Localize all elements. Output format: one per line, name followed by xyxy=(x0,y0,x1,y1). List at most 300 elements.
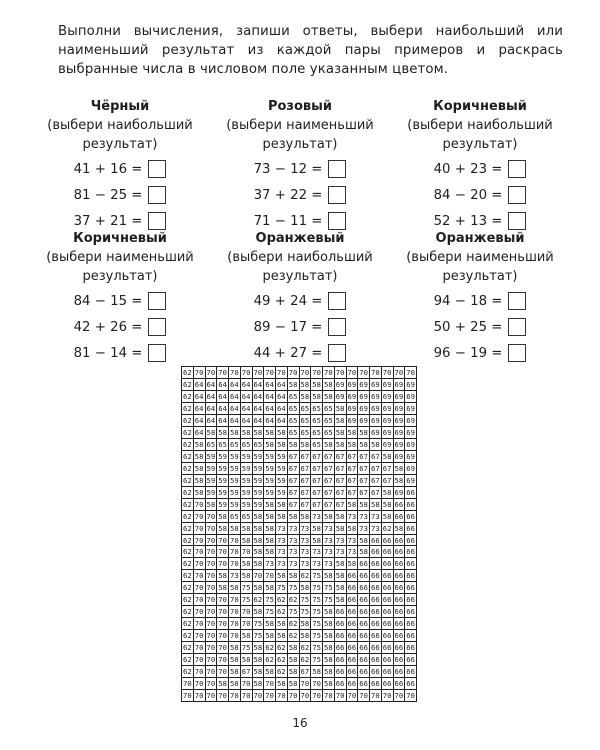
grid-cell[interactable]: 58 xyxy=(276,511,288,523)
grid-cell[interactable]: 66 xyxy=(405,546,417,558)
grid-cell[interactable]: 69 xyxy=(370,391,382,403)
grid-cell[interactable]: 58 xyxy=(347,427,359,439)
grid-cell[interactable]: 70 xyxy=(229,606,241,618)
grid-cell[interactable]: 58 xyxy=(300,618,312,630)
grid-cell[interactable]: 58 xyxy=(241,427,253,439)
grid-cell[interactable]: 58 xyxy=(300,379,312,391)
grid-cell[interactable]: 66 xyxy=(347,654,359,666)
grid-cell[interactable]: 64 xyxy=(241,391,253,403)
grid-cell[interactable]: 70 xyxy=(206,606,218,618)
grid-cell[interactable]: 69 xyxy=(335,379,347,391)
grid-cell[interactable]: 73 xyxy=(276,558,288,570)
grid-cell[interactable]: 70 xyxy=(288,367,300,379)
grid-cell[interactable]: 65 xyxy=(253,439,265,451)
grid-cell[interactable]: 64 xyxy=(253,415,265,427)
grid-cell[interactable]: 66 xyxy=(405,630,417,642)
grid-cell[interactable]: 58 xyxy=(323,678,335,690)
grid-cell[interactable]: 64 xyxy=(206,403,218,415)
grid-cell[interactable]: 70 xyxy=(206,618,218,630)
grid-cell[interactable]: 58 xyxy=(229,642,241,654)
grid-cell[interactable]: 70 xyxy=(206,535,218,547)
grid-cell[interactable]: 58 xyxy=(382,511,394,523)
grid-cell[interactable]: 70 xyxy=(206,594,218,606)
grid-cell[interactable]: 64 xyxy=(276,415,288,427)
grid-cell[interactable]: 66 xyxy=(405,487,417,499)
grid-cell[interactable]: 69 xyxy=(382,415,394,427)
grid-cell[interactable]: 66 xyxy=(382,570,394,582)
grid-cell[interactable]: 66 xyxy=(358,654,370,666)
grid-cell[interactable]: 58 xyxy=(323,666,335,678)
grid-cell[interactable]: 69 xyxy=(405,427,417,439)
grid-cell[interactable]: 58 xyxy=(241,558,253,570)
grid-cell[interactable]: 70 xyxy=(206,558,218,570)
grid-cell[interactable]: 66 xyxy=(335,618,347,630)
grid-cell[interactable]: 58 xyxy=(264,535,276,547)
grid-cell[interactable]: 66 xyxy=(394,666,406,678)
grid-cell[interactable]: 58 xyxy=(335,511,347,523)
grid-cell[interactable]: 66 xyxy=(370,535,382,547)
grid-cell[interactable]: 59 xyxy=(229,463,241,475)
grid-cell[interactable]: 70 xyxy=(405,367,417,379)
grid-cell[interactable]: 66 xyxy=(405,666,417,678)
grid-cell[interactable]: 58 xyxy=(229,678,241,690)
grid-cell[interactable]: 75 xyxy=(300,594,312,606)
grid-cell[interactable]: 70 xyxy=(358,690,370,702)
grid-cell[interactable]: 75 xyxy=(300,606,312,618)
grid-cell[interactable]: 58 xyxy=(311,379,323,391)
grid-cell[interactable]: 58 xyxy=(217,427,229,439)
grid-cell[interactable]: 58 xyxy=(264,546,276,558)
grid-cell[interactable]: 69 xyxy=(370,403,382,415)
grid-cell[interactable]: 62 xyxy=(182,475,194,487)
grid-cell[interactable]: 67 xyxy=(300,487,312,499)
grid-cell[interactable]: 69 xyxy=(382,427,394,439)
grid-cell[interactable]: 66 xyxy=(405,618,417,630)
grid-cell[interactable]: 65 xyxy=(300,427,312,439)
grid-cell[interactable]: 58 xyxy=(288,666,300,678)
answer-box[interactable] xyxy=(508,212,526,230)
grid-cell[interactable]: 66 xyxy=(358,666,370,678)
grid-cell[interactable]: 73 xyxy=(347,546,359,558)
grid-cell[interactable]: 70 xyxy=(206,630,218,642)
grid-cell[interactable]: 75 xyxy=(241,594,253,606)
grid-cell[interactable]: 70 xyxy=(206,523,218,535)
grid-cell[interactable]: 75 xyxy=(288,606,300,618)
grid-cell[interactable]: 62 xyxy=(382,523,394,535)
grid-cell[interactable]: 58 xyxy=(264,666,276,678)
grid-cell[interactable]: 70 xyxy=(370,367,382,379)
grid-cell[interactable]: 70 xyxy=(217,367,229,379)
grid-cell[interactable]: 70 xyxy=(253,690,265,702)
grid-cell[interactable]: 69 xyxy=(358,415,370,427)
grid-cell[interactable]: 58 xyxy=(217,523,229,535)
grid-cell[interactable]: 58 xyxy=(335,594,347,606)
grid-cell[interactable]: 67 xyxy=(335,463,347,475)
grid-cell[interactable]: 70 xyxy=(194,630,206,642)
grid-cell[interactable]: 62 xyxy=(182,594,194,606)
grid-cell[interactable]: 58 xyxy=(253,523,265,535)
grid-cell[interactable]: 64 xyxy=(264,379,276,391)
grid-cell[interactable]: 66 xyxy=(335,654,347,666)
grid-cell[interactable]: 62 xyxy=(288,618,300,630)
grid-cell[interactable]: 65 xyxy=(300,403,312,415)
grid-cell[interactable]: 70 xyxy=(206,654,218,666)
grid-cell[interactable]: 66 xyxy=(394,678,406,690)
grid-cell[interactable]: 64 xyxy=(194,415,206,427)
grid-cell[interactable]: 67 xyxy=(347,451,359,463)
grid-cell[interactable]: 65 xyxy=(288,427,300,439)
grid-cell[interactable]: 69 xyxy=(370,415,382,427)
grid-cell[interactable]: 69 xyxy=(358,379,370,391)
grid-cell[interactable]: 66 xyxy=(382,594,394,606)
grid-cell[interactable]: 62 xyxy=(182,570,194,582)
grid-cell[interactable]: 58 xyxy=(335,427,347,439)
grid-cell[interactable]: 62 xyxy=(276,642,288,654)
grid-cell[interactable]: 58 xyxy=(335,570,347,582)
grid-cell[interactable]: 66 xyxy=(382,666,394,678)
grid-cell[interactable]: 58 xyxy=(311,523,323,535)
grid-cell[interactable]: 58 xyxy=(264,630,276,642)
grid-cell[interactable]: 67 xyxy=(370,475,382,487)
grid-cell[interactable]: 70 xyxy=(276,690,288,702)
grid-cell[interactable]: 70 xyxy=(229,690,241,702)
grid-cell[interactable]: 66 xyxy=(394,594,406,606)
grid-cell[interactable]: 70 xyxy=(206,546,218,558)
grid-cell[interactable]: 70 xyxy=(229,535,241,547)
grid-cell[interactable]: 70 xyxy=(370,690,382,702)
grid-cell[interactable]: 58 xyxy=(194,439,206,451)
grid-cell[interactable]: 73 xyxy=(276,546,288,558)
grid-cell[interactable]: 62 xyxy=(182,535,194,547)
grid-cell[interactable]: 62 xyxy=(182,630,194,642)
grid-cell[interactable]: 66 xyxy=(405,606,417,618)
grid-cell[interactable]: 58 xyxy=(323,654,335,666)
grid-cell[interactable]: 70 xyxy=(241,606,253,618)
grid-cell[interactable]: 59 xyxy=(217,463,229,475)
grid-cell[interactable]: 58 xyxy=(276,427,288,439)
grid-cell[interactable]: 66 xyxy=(405,523,417,535)
grid-cell[interactable]: 67 xyxy=(335,451,347,463)
grid-cell[interactable]: 58 xyxy=(264,439,276,451)
grid-cell[interactable]: 67 xyxy=(370,487,382,499)
grid-cell[interactable]: 58 xyxy=(253,427,265,439)
grid-cell[interactable]: 59 xyxy=(264,475,276,487)
grid-cell[interactable]: 58 xyxy=(194,451,206,463)
grid-cell[interactable]: 69 xyxy=(382,439,394,451)
grid-cell[interactable]: 59 xyxy=(253,499,265,511)
grid-cell[interactable]: 67 xyxy=(288,475,300,487)
grid-cell[interactable]: 62 xyxy=(288,594,300,606)
grid-cell[interactable]: 69 xyxy=(405,415,417,427)
grid-cell[interactable]: 70 xyxy=(229,546,241,558)
grid-cell[interactable]: 70 xyxy=(394,367,406,379)
answer-box[interactable] xyxy=(148,160,166,178)
grid-cell[interactable]: 58 xyxy=(311,535,323,547)
grid-cell[interactable]: 58 xyxy=(264,499,276,511)
grid-cell[interactable]: 70 xyxy=(217,630,229,642)
grid-cell[interactable]: 70 xyxy=(288,690,300,702)
grid-cell[interactable]: 70 xyxy=(264,570,276,582)
grid-cell[interactable]: 70 xyxy=(335,690,347,702)
grid-cell[interactable]: 70 xyxy=(217,666,229,678)
grid-cell[interactable]: 67 xyxy=(311,475,323,487)
grid-cell[interactable]: 75 xyxy=(241,582,253,594)
grid-cell[interactable]: 66 xyxy=(405,594,417,606)
grid-cell[interactable]: 73 xyxy=(311,558,323,570)
grid-cell[interactable]: 69 xyxy=(394,439,406,451)
grid-cell[interactable]: 58 xyxy=(253,678,265,690)
grid-cell[interactable]: 58 xyxy=(241,654,253,666)
grid-cell[interactable]: 66 xyxy=(394,511,406,523)
grid-cell[interactable]: 58 xyxy=(276,618,288,630)
grid-cell[interactable]: 73 xyxy=(323,523,335,535)
grid-cell[interactable]: 67 xyxy=(323,475,335,487)
grid-cell[interactable]: 66 xyxy=(370,618,382,630)
grid-cell[interactable]: 67 xyxy=(323,487,335,499)
grid-cell[interactable]: 59 xyxy=(264,463,276,475)
grid-cell[interactable]: 66 xyxy=(382,618,394,630)
grid-cell[interactable]: 73 xyxy=(300,546,312,558)
grid-cell[interactable]: 75 xyxy=(311,618,323,630)
grid-cell[interactable]: 70 xyxy=(194,666,206,678)
grid-cell[interactable]: 69 xyxy=(405,475,417,487)
grid-cell[interactable]: 70 xyxy=(335,367,347,379)
answer-box[interactable] xyxy=(148,186,166,204)
answer-box[interactable] xyxy=(508,344,526,362)
grid-cell[interactable]: 75 xyxy=(311,642,323,654)
grid-cell[interactable]: 62 xyxy=(182,427,194,439)
grid-cell[interactable]: 58 xyxy=(241,535,253,547)
grid-cell[interactable]: 67 xyxy=(288,451,300,463)
answer-box[interactable] xyxy=(508,318,526,336)
grid-cell[interactable]: 67 xyxy=(300,463,312,475)
grid-cell[interactable]: 58 xyxy=(264,582,276,594)
grid-cell[interactable]: 70 xyxy=(253,367,265,379)
grid-cell[interactable]: 62 xyxy=(182,523,194,535)
grid-cell[interactable]: 73 xyxy=(300,523,312,535)
answer-box[interactable] xyxy=(148,212,166,230)
answer-box[interactable] xyxy=(508,186,526,204)
grid-cell[interactable]: 70 xyxy=(264,367,276,379)
grid-cell[interactable]: 66 xyxy=(358,594,370,606)
grid-cell[interactable]: 58 xyxy=(323,630,335,642)
grid-cell[interactable]: 58 xyxy=(217,511,229,523)
answer-box[interactable] xyxy=(328,344,346,362)
grid-cell[interactable]: 70 xyxy=(300,367,312,379)
grid-cell[interactable]: 64 xyxy=(217,415,229,427)
grid-cell[interactable]: 59 xyxy=(206,463,218,475)
grid-cell[interactable]: 69 xyxy=(405,451,417,463)
grid-cell[interactable]: 75 xyxy=(311,606,323,618)
grid-cell[interactable]: 58 xyxy=(358,439,370,451)
grid-cell[interactable]: 58 xyxy=(229,666,241,678)
answer-box[interactable] xyxy=(148,318,166,336)
grid-cell[interactable]: 62 xyxy=(276,654,288,666)
grid-cell[interactable]: 58 xyxy=(288,511,300,523)
grid-cell[interactable]: 66 xyxy=(335,642,347,654)
grid-cell[interactable]: 75 xyxy=(323,594,335,606)
grid-cell[interactable]: 64 xyxy=(241,379,253,391)
grid-cell[interactable]: 58 xyxy=(288,678,300,690)
grid-cell[interactable]: 58 xyxy=(217,570,229,582)
grid-cell[interactable]: 66 xyxy=(370,666,382,678)
grid-cell[interactable]: 64 xyxy=(276,403,288,415)
grid-cell[interactable]: 64 xyxy=(264,403,276,415)
grid-cell[interactable]: 58 xyxy=(323,642,335,654)
grid-cell[interactable]: 66 xyxy=(347,678,359,690)
grid-cell[interactable]: 69 xyxy=(358,391,370,403)
grid-cell[interactable]: 69 xyxy=(394,487,406,499)
grid-cell[interactable]: 58 xyxy=(241,630,253,642)
grid-cell[interactable]: 70 xyxy=(405,690,417,702)
grid-cell[interactable]: 58 xyxy=(300,439,312,451)
grid-cell[interactable]: 67 xyxy=(335,487,347,499)
grid-cell[interactable]: 66 xyxy=(405,511,417,523)
grid-cell[interactable]: 58 xyxy=(229,654,241,666)
answer-box[interactable] xyxy=(328,292,346,310)
grid-cell[interactable]: 58 xyxy=(347,523,359,535)
grid-cell[interactable]: 62 xyxy=(276,606,288,618)
grid-cell[interactable]: 66 xyxy=(358,630,370,642)
grid-cell[interactable]: 58 xyxy=(276,630,288,642)
grid-cell[interactable]: 70 xyxy=(394,690,406,702)
grid-cell[interactable]: 66 xyxy=(405,499,417,511)
grid-cell[interactable]: 59 xyxy=(241,451,253,463)
grid-cell[interactable]: 62 xyxy=(182,511,194,523)
grid-cell[interactable]: 58 xyxy=(394,475,406,487)
grid-cell[interactable]: 70 xyxy=(241,618,253,630)
grid-cell[interactable]: 67 xyxy=(288,487,300,499)
grid-cell[interactable]: 64 xyxy=(217,391,229,403)
grid-cell[interactable]: 64 xyxy=(194,427,206,439)
grid-cell[interactable]: 75 xyxy=(276,582,288,594)
grid-cell[interactable]: 64 xyxy=(229,403,241,415)
grid-cell[interactable]: 69 xyxy=(382,391,394,403)
grid-cell[interactable]: 64 xyxy=(276,379,288,391)
grid-cell[interactable]: 67 xyxy=(241,666,253,678)
grid-cell[interactable]: 66 xyxy=(370,570,382,582)
grid-cell[interactable]: 73 xyxy=(288,523,300,535)
grid-cell[interactable]: 67 xyxy=(358,475,370,487)
grid-cell[interactable]: 67 xyxy=(382,463,394,475)
grid-cell[interactable]: 70 xyxy=(194,642,206,654)
grid-cell[interactable]: 58 xyxy=(370,439,382,451)
grid-cell[interactable]: 70 xyxy=(194,594,206,606)
grid-cell[interactable]: 75 xyxy=(253,618,265,630)
grid-cell[interactable]: 58 xyxy=(288,654,300,666)
grid-cell[interactable]: 70 xyxy=(300,678,312,690)
grid-cell[interactable]: 67 xyxy=(323,499,335,511)
grid-cell[interactable]: 66 xyxy=(370,654,382,666)
grid-cell[interactable]: 66 xyxy=(394,535,406,547)
grid-cell[interactable]: 66 xyxy=(394,546,406,558)
grid-cell[interactable]: 69 xyxy=(405,391,417,403)
grid-cell[interactable]: 67 xyxy=(300,499,312,511)
grid-cell[interactable]: 59 xyxy=(206,451,218,463)
grid-cell[interactable]: 69 xyxy=(394,415,406,427)
grid-cell[interactable]: 70 xyxy=(229,618,241,630)
grid-cell[interactable]: 62 xyxy=(288,630,300,642)
grid-cell[interactable]: 70 xyxy=(194,511,206,523)
grid-cell[interactable]: 66 xyxy=(405,558,417,570)
grid-cell[interactable]: 58 xyxy=(264,523,276,535)
grid-cell[interactable]: 70 xyxy=(194,582,206,594)
grid-cell[interactable]: 62 xyxy=(182,666,194,678)
grid-cell[interactable]: 66 xyxy=(358,642,370,654)
grid-cell[interactable]: 75 xyxy=(311,570,323,582)
grid-cell[interactable]: 70 xyxy=(300,690,312,702)
grid-cell[interactable]: 58 xyxy=(323,570,335,582)
grid-cell[interactable]: 70 xyxy=(194,654,206,666)
grid-cell[interactable]: 59 xyxy=(229,451,241,463)
grid-cell[interactable]: 67 xyxy=(288,463,300,475)
grid-cell[interactable]: 69 xyxy=(382,379,394,391)
grid-cell[interactable]: 59 xyxy=(253,463,265,475)
grid-cell[interactable]: 70 xyxy=(323,690,335,702)
grid-cell[interactable]: 67 xyxy=(288,499,300,511)
grid-cell[interactable]: 58 xyxy=(394,523,406,535)
grid-cell[interactable]: 73 xyxy=(347,535,359,547)
grid-cell[interactable]: 75 xyxy=(311,594,323,606)
grid-cell[interactable]: 58 xyxy=(253,642,265,654)
answer-box[interactable] xyxy=(148,344,166,362)
grid-cell[interactable]: 64 xyxy=(253,379,265,391)
grid-cell[interactable]: 62 xyxy=(182,379,194,391)
grid-cell[interactable]: 75 xyxy=(241,642,253,654)
grid-cell[interactable]: 66 xyxy=(335,678,347,690)
grid-cell[interactable]: 67 xyxy=(311,463,323,475)
grid-cell[interactable]: 66 xyxy=(347,582,359,594)
grid-cell[interactable]: 58 xyxy=(335,403,347,415)
grid-cell[interactable]: 58 xyxy=(300,391,312,403)
grid-cell[interactable]: 66 xyxy=(358,618,370,630)
grid-cell[interactable]: 58 xyxy=(323,391,335,403)
grid-cell[interactable]: 73 xyxy=(358,511,370,523)
grid-cell[interactable]: 58 xyxy=(241,523,253,535)
grid-cell[interactable]: 58 xyxy=(358,546,370,558)
grid-cell[interactable]: 66 xyxy=(394,654,406,666)
grid-cell[interactable]: 73 xyxy=(370,523,382,535)
grid-cell[interactable]: 66 xyxy=(405,535,417,547)
grid-cell[interactable]: 58 xyxy=(194,487,206,499)
grid-cell[interactable]: 64 xyxy=(264,415,276,427)
grid-cell[interactable]: 67 xyxy=(311,487,323,499)
grid-cell[interactable]: 65 xyxy=(229,511,241,523)
grid-cell[interactable]: 66 xyxy=(394,606,406,618)
grid-cell[interactable]: 65 xyxy=(311,439,323,451)
grid-cell[interactable]: 66 xyxy=(335,630,347,642)
grid-cell[interactable]: 67 xyxy=(347,487,359,499)
grid-cell[interactable]: 65 xyxy=(288,403,300,415)
grid-cell[interactable]: 67 xyxy=(300,475,312,487)
grid-cell[interactable]: 59 xyxy=(229,475,241,487)
grid-cell[interactable]: 58 xyxy=(276,439,288,451)
grid-cell[interactable]: 58 xyxy=(335,415,347,427)
grid-cell[interactable]: 70 xyxy=(241,678,253,690)
grid-cell[interactable]: 73 xyxy=(358,523,370,535)
grid-cell[interactable]: 59 xyxy=(276,463,288,475)
grid-cell[interactable]: 70 xyxy=(206,690,218,702)
grid-cell[interactable]: 70 xyxy=(217,654,229,666)
grid-cell[interactable]: 59 xyxy=(253,475,265,487)
grid-cell[interactable]: 66 xyxy=(370,546,382,558)
grid-cell[interactable]: 70 xyxy=(217,642,229,654)
grid-cell[interactable]: 70 xyxy=(217,535,229,547)
grid-cell[interactable]: 58 xyxy=(253,666,265,678)
grid-cell[interactable]: 67 xyxy=(311,499,323,511)
grid-cell[interactable]: 62 xyxy=(182,415,194,427)
grid-cell[interactable]: 66 xyxy=(335,666,347,678)
